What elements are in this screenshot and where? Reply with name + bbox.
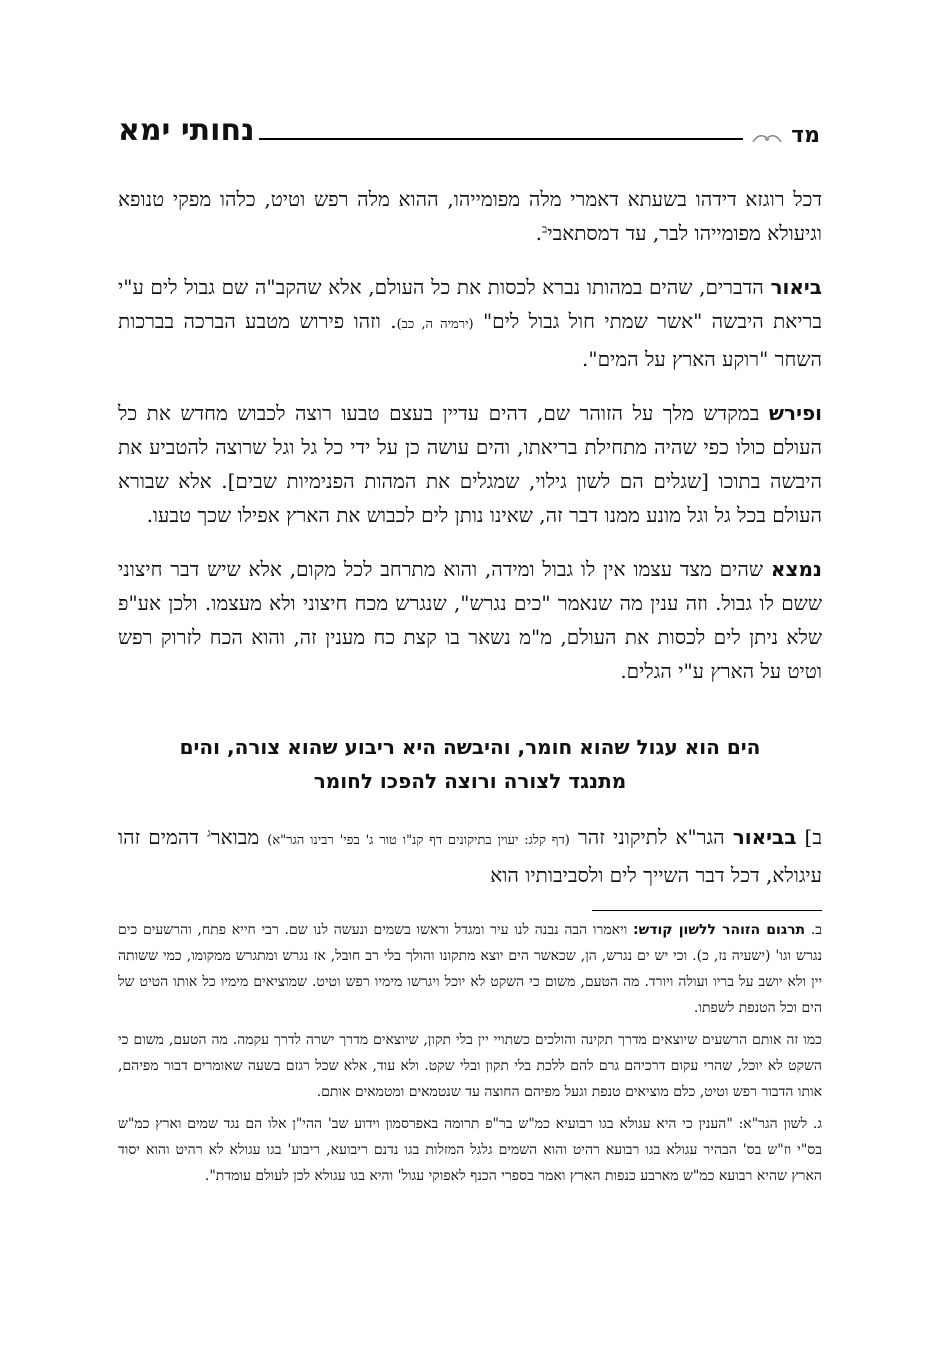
- footnote-b-continued: כמו זה אותם הרשעים שיוצאים מדרך תקינה והולכים כשתויי יין בלי תקון, שיוצאים מדרך ישרה לדרך עקמה. מה הטעם, משום כי השקט לא יוכל, שהרי עקום דרכיהם גרם להם ללכת בלי תקון ובלי שקט. ולא עוד, אלא שכל רגזם בשעה שאומרים דבור מפיהם, אותו הדבור רפש וטיט, כלם מוציאים טנפת וגעל מפיהם החוצה עד שנטמאים ומטמאים אותם.: [118, 1032, 822, 1100]
- p5-marker: ב]: [796, 825, 822, 849]
- footnotes: [118, 910, 822, 1195]
- paragraph-2: [118, 270, 822, 376]
- p3-text: במקדש מלך על הזוהר שם, דהים עדיין בעצם טבעו רוצה לכבוש מחדש את כל העולם כולו כפי שהיה מתחילת בריאתו, והים עושה כן על ידי כל גל וגל שרוצה להטביע את היבשה בתוכו [שגלים הם לשון גילוי, שמגלים את המהות הפנימיות שבים]. אלא שבורא העולם בכל גל וגל מונע ממנו דבר זה, שאינו נותן לים לכבוש את הארץ אפילו שכך טבעו.: [118, 401, 822, 527]
- footnote-b-heading: תרגום הזוהר ללשון קודש:: [633, 922, 806, 938]
- footnote-ref-b[interactable]: ב: [542, 222, 548, 236]
- footnote-b-marker: ב.: [805, 922, 822, 938]
- p5-text-a: הגר"א לתיקוני זהר: [569, 825, 733, 849]
- p5-text-b: מבואר: [210, 825, 268, 849]
- ornament-icon: [751, 130, 783, 144]
- paragraph-1: [118, 182, 822, 250]
- p2-text-b: . וזהו פירוש מטבע הברכה בברכות השחר "רוקע הארץ על המים".: [118, 309, 822, 371]
- p4-lead-word: נמצא: [770, 557, 822, 581]
- p5-citation: (דף קלג: יעוין בתיקונים דף קנ"ו טור ג' בפי' רבינו הגר"א): [267, 833, 570, 848]
- footnote-g: [118, 1111, 822, 1189]
- footnote-g-marker: ג.: [807, 1116, 822, 1132]
- footnote-rule: [592, 910, 822, 911]
- running-title: נחותי ימא: [118, 113, 255, 148]
- p5-lead-word: בביאור: [732, 825, 797, 849]
- footnote-ref-g[interactable]: ג: [207, 826, 211, 840]
- p2-citation: (ירמיה ה, כב): [396, 317, 474, 332]
- section-heading: הים הוא עגול שהוא חומר, והיבשה היא ריבוע שהוא צורה, והים מתנגד לצורה ורוצה להפכו לחומר: [179, 735, 761, 793]
- paragraph-4: [118, 552, 822, 688]
- p5-text-c: דהמים זהו עיגולא, דכל דבר השייך לים ולסביבותיו הוא: [118, 825, 822, 887]
- footnote-b: [118, 917, 822, 1021]
- footnote-b-text: ויאמרו הבה נבנה לנו עיר ומגדל וראשו בשמים ונעשה לנו שם. רבי חייא פתח, והרשעים כים נגרש וגו' (ישעיה נז, כ). וכי יש ים נגרש, הן, שכאשר הים יוצא מתקונו והולך בלי רב חובל, אז נגרש ומתגרש ממקומו, כמי ששותה יין ולא יושב על בריו ועולה ויורד. מה הטעם, משום כי השקט לא יוכל ויגרשו מימיו רפש וטיט. שמוציאים מימיו כל אותו הטיט של הים וכל הטנפת לשפתו.: [118, 922, 822, 1016]
- header-rule: [259, 138, 743, 140]
- page-number: מד: [791, 123, 820, 148]
- page-header: [118, 108, 820, 148]
- p2-text-a: הדברים, שהים במהותו נברא לכסות את כל העולם, אלא שהקב"ה שם גבול לים ע"י בריאת היבשה "אשר שמתי חול גבול לים": [118, 275, 822, 333]
- p1-text: דכל רוגזא דידהו בשעתא דאמרי מלה מפומייהו, ההוא מלה רפש וטיט, כלהו מפקי טנופא וגיעולא מפומייהו לבר, עד דמסתאבי: [118, 187, 822, 245]
- p2-lead-word: ביאור: [770, 275, 822, 299]
- main-text: [118, 182, 822, 912]
- p3-lead-word: ופירש: [768, 401, 822, 425]
- footnote-g-text: לשון הגר"א: "הענין כי היא עגולא בגו רבועיא כמ"ש בר"פ תרומה באפרסמון וידוע שב' ההי"ן אלו הם נגד שמים וארץ כמ"ש בס"י וז"ש בס' הבהיר עגולא בגו רבועא רהיט והוא השמים גלגל המזלות בגו נדנם ריבועא, ריבוע' בגו עגולא לא רהיט והוא יסוד הארץ שהיא רבועא כמ"ש מארבע כנפות הארץ ואמר בספרי הכנף לאפוקי עגול' והיא בגו עגולא לכן לעולם עומדת".: [118, 1116, 822, 1184]
- paragraph-3: [118, 396, 822, 532]
- paragraph-5: [118, 820, 822, 892]
- p1-end: .: [535, 221, 543, 245]
- p4-text: שהים מצד עצמו אין לו גבול ומידה, והוא מתרחב לכל מקום, אלא שיש דבר חיצוני ששם לו גבול. וזה ענין מה שנאמר "כים נגרש", שנגרש מכח חיצוני ולא מעצמו. ולכן אע"פ שלא ניתן לים לכסות את העולם, מ"מ נשאר בו קצת כח מענין זה, והוא הכח לזרוק רפש וטיט על הארץ ע"י הגלים.: [118, 557, 822, 683]
